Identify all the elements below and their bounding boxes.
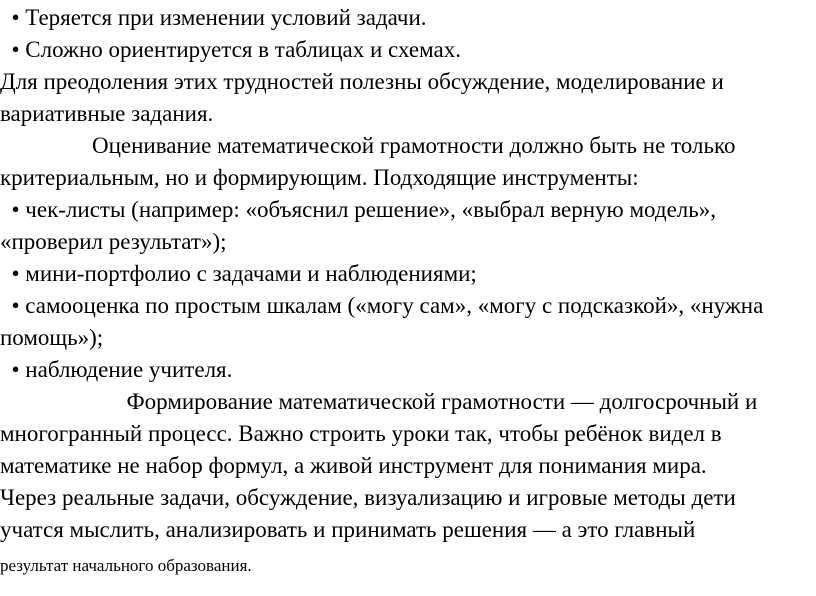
bullet-line-tables: • Сложно ориентируется в таблицах и схемах. — [0, 37, 461, 62]
bullet-line-observation: • наблюдение учителя. — [0, 357, 233, 382]
paragraph-line-1: Для преодоления этих трудностей полезны обсуждение, моделирование и — [0, 69, 724, 94]
bullet-line-portfolio: • мини-портфолио с задачами и наблюдениями; — [0, 261, 477, 286]
conclusion-line-1: Формирование математической грамотности — долгосрочный и — [0, 389, 758, 414]
conclusion-line-3: математике не набор формул, а живой инструмент для понимания мира. — [0, 453, 707, 478]
assessment-paragraph-line-2: критериальным, но и формирующим. Подходящие инструменты: — [0, 165, 639, 190]
bullet-line-self-assessment-cont: помощь»); — [0, 325, 104, 350]
bullet-line-self-assessment: • самооценка по простым шкалам («могу сам», «могу с подсказкой», «нужна — [0, 293, 764, 318]
bullet-line-checklists-cont: «проверил результат»); — [0, 229, 227, 254]
assessment-paragraph-line-1: Оценивание математической грамотности должно быть не только — [0, 133, 736, 158]
conclusion-line-5: учатся мыслить, анализировать и принимать решения — а это главный — [0, 517, 696, 542]
paragraph-line-2: вариативные задания. — [0, 101, 214, 126]
conclusion-line-6: результат начального образования. — [0, 556, 252, 575]
conclusion-line-2: многогранный процесс. Важно строить уроки так, чтобы ребёнок видел в — [0, 421, 722, 446]
bullet-line-changes: • Теряется при изменении условий задачи. — [0, 5, 427, 30]
conclusion-line-4: Через реальные задачи, обсуждение, визуализацию и игровые методы дети — [0, 485, 736, 510]
bullet-line-checklists: • чек-листы (например: «объяснил решение», «выбрал верную модель», — [0, 197, 717, 222]
